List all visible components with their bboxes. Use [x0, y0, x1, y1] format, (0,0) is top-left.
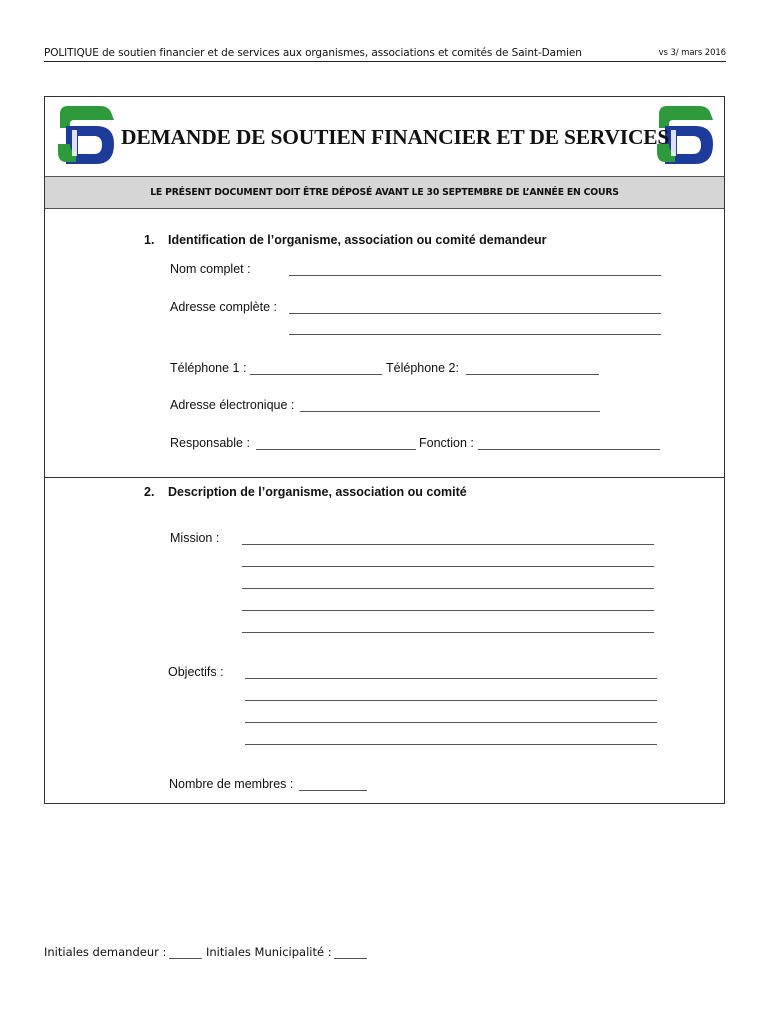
adresse-field-line2[interactable]	[289, 334, 661, 335]
telephone1-label: Téléphone 1 :	[170, 361, 247, 375]
section2-title: Description de l’organisme, association ou comité	[168, 485, 467, 499]
section1-title: Identification de l’organisme, association ou comité demandeur	[168, 233, 547, 247]
nom-complet-field[interactable]	[289, 275, 661, 276]
initiales-demandeur-label: Initiales demandeur :	[44, 945, 167, 959]
mission-field-line5[interactable]	[242, 632, 654, 633]
membres-label: Nombre de membres :	[169, 777, 294, 791]
form-title: DEMANDE DE SOUTIEN FINANCIER ET DE SERVICES	[121, 125, 670, 149]
responsable-label: Responsable :	[170, 436, 250, 450]
objectifs-field-line3[interactable]	[245, 722, 657, 723]
objectifs-field-line1[interactable]	[245, 678, 657, 679]
telephone1-field[interactable]	[250, 374, 382, 375]
version-label: vs 3/ mars 2016	[658, 48, 726, 58]
section2-number: 2.	[144, 485, 155, 499]
initiales-municipalite-label: Initiales Municipalité :	[206, 945, 332, 959]
objectifs-field-line4[interactable]	[245, 744, 657, 745]
objectifs-field-line2[interactable]	[245, 700, 657, 701]
initiales-municipalite-field[interactable]	[334, 958, 367, 959]
mission-field-line4[interactable]	[242, 610, 654, 611]
adresse-field-line1[interactable]	[289, 313, 661, 314]
deadline-notice: LE PRÉSENT DOCUMENT DOIT ÊTRE DÉPOSÉ AVANT LE 30 SEPTEMBRE DE L’ANNÉE EN COURS	[45, 176, 724, 209]
section1-number: 1.	[144, 233, 155, 247]
fonction-label: Fonction :	[419, 436, 474, 450]
mission-field-line1[interactable]	[242, 544, 654, 545]
municipal-logo-left-icon	[56, 104, 116, 166]
initiales-demandeur-field[interactable]	[169, 958, 202, 959]
fonction-field[interactable]	[478, 449, 660, 450]
mission-field-line3[interactable]	[242, 588, 654, 589]
membres-field[interactable]	[299, 790, 367, 791]
section-divider	[45, 477, 724, 478]
courriel-label: Adresse électronique :	[170, 398, 295, 412]
policy-title: POLITIQUE de soutien financier et de services aux organismes, associations et comités de Saint-Damien	[44, 47, 582, 59]
telephone2-field[interactable]	[466, 374, 599, 375]
responsable-field[interactable]	[256, 449, 416, 450]
mission-field-line2[interactable]	[242, 566, 654, 567]
adresse-label: Adresse complète :	[170, 300, 277, 314]
page-header	[44, 47, 726, 62]
courriel-field[interactable]	[300, 411, 600, 412]
nom-complet-label: Nom complet :	[170, 262, 251, 276]
mission-label: Mission :	[170, 531, 220, 545]
telephone2-label: Téléphone 2:	[386, 361, 459, 375]
objectifs-label: Objectifs :	[168, 665, 224, 679]
